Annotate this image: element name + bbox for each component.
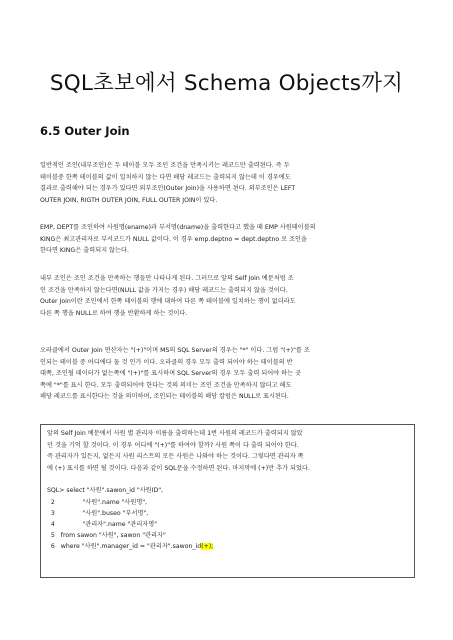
box-intro-line: 에 (+) 표시를 하면 될 것이다. 다음과 같이 SQL문을 수정하면 된다. 마지막에 (+)만 추가 되었다. — [47, 464, 310, 472]
paragraph-line: 오라클에서 Outer Join 연산자는 "(+)"이며 MS의 SQL Server의 경우는 "*" 이다. 그럼 "(+)"를 조 — [40, 347, 310, 354]
box-intro-line: 앞의 Self Join 예문에서 사원 별 관리자 이름을 출력하는데 1번 사원의 레코드가 출력되지 않았 — [47, 430, 303, 437]
paragraph-line: 다른 쪽 행을 NULL로 하여 행을 반환하게 하는 것이다. — [40, 309, 188, 317]
paragraph-line: 해당 레코드를 표시한다는 것을 의미하며, 조인되는 테이블의 해당 칼럼은 NULL로 표시된다. — [40, 393, 289, 401]
paragraph-line: 결과로 출력해야 되는 경우가 있다면 외부조인(Outer Join)을 사용하면 된다. 외부조인은 LEFT — [40, 185, 296, 193]
section-heading: 6.5 Outer Join — [40, 124, 130, 138]
paragraph-2 — [40, 222, 413, 257]
paragraph-4 — [40, 345, 413, 403]
code-line: 3 "사원".buseo "부서명", — [47, 509, 149, 517]
code-line: SQL> select "사원".sawon_id "사원ID", — [47, 487, 164, 495]
box-intro-line: 즉 관리자가 있든지, 없든지 사원 리스트의 모든 사원은 나와야 하는 것이다. 그렇다면 관리자 쪽 — [47, 453, 304, 461]
page-title: SQL초보에서 Schema Objects까지 — [49, 71, 404, 96]
box-intro-line: 던 것을 기억 할 것이다. 이 경우 어디에 "(+)"를 하여야 할까? 사원 쪽이 다 출력 되어야 한다. — [47, 441, 299, 449]
paragraph-line: 쪽에 "*"를 표시 한다. 모두 출력되어야 한다는 것의 의미는 조인 조건을 만족하지 않더고 해도 — [40, 381, 292, 389]
code-line-6 — [47, 541, 408, 552]
paragraph-line: 인되는 테이블 중 어디에다 둘 것 인가 이다. 오라클의 경우 모두 출력 되어야 하는 테이블의 반 — [40, 358, 293, 366]
paragraph-3 — [40, 273, 413, 319]
paragraph-line: OUTER JOIN, RIGTH OUTER JOIN, FULL OUTER JOIN이 있다. — [40, 196, 218, 204]
paragraph-line: Outer Join이란 조인에서 한쪽 테이블의 행에 대하여 다른 쪽 테이블에 일치하는 행이 없더라도 — [40, 298, 296, 306]
paragraph-line: 일반적인 조인(내부조인)은 두 테이블 모두 조인 조건을 만족시키는 레코드만 출력된다. 즉 두 — [40, 162, 290, 169]
code-line: 5 from sawon "사원", sawon "관리자" — [47, 532, 166, 540]
code-line: 4 "관리자".name "관리자명" — [47, 520, 158, 528]
paragraph-line: 인 조건을 만족하지 않는다면(NULL 값을 가지는 경우) 해당 레코드는 출력되지 않을 것이다. — [40, 286, 288, 294]
paragraph-line: KING은 최고관리자로 부서코드가 NULL 값이다. 이 경우 emp.deptno = dept.deptno 로 조인을 — [40, 235, 308, 243]
paragraph-line: 내부 조인은 조인 조건을 만족하는 행들만 나타나게 된다. 그러므로 앞의 Self Join 예문처럼 조 — [40, 275, 294, 282]
paragraph-1 — [40, 160, 413, 206]
code-line-text: 6 where "사원".manager_id = "관리자".sawon_id — [47, 543, 202, 551]
sql-code-block — [47, 485, 408, 552]
outer-join-operator-highlight: (+); — [201, 543, 214, 551]
code-line: 2 "사원".name "사원명", — [47, 498, 148, 506]
example-box — [40, 424, 415, 578]
paragraph-line: 테이블중 한쪽 테이블의 값이 일치하지 않는 다면 해당 레코드는 출력되지 않는데 이 경우에도 — [40, 173, 291, 181]
paragraph-line: EMP, DEPT를 조인하여 사원명(ename)과 부서명(dname)을 출력한다고 했을 때 EMP 사원테이블의 — [40, 224, 316, 231]
paragraph-line: 한다면 KING은 출력되지 않는다. — [40, 247, 129, 255]
paragraph-line: 대쪽, 조인될 데이터가 없는쪽에 "(+)"를 표시하며 SQL Server의 경우 모두 출력 되어야 하는 곳 — [40, 370, 302, 378]
